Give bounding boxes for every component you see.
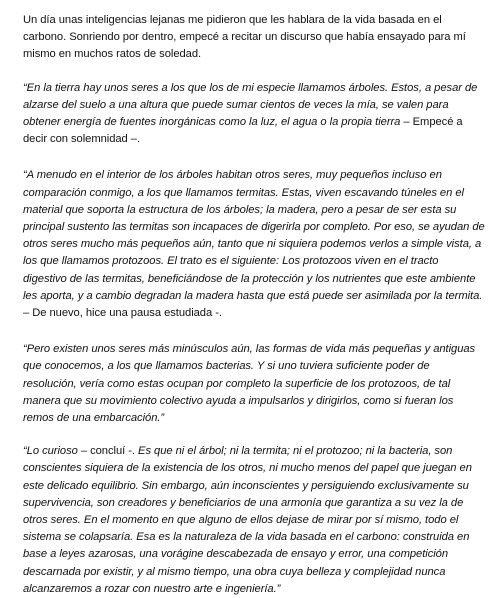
speech-text: “Pero existen unos seres más minúsculos aún, las formas de vida más pequeñas y antiguas que conocemos, a los que llamamos bacterias. Y si uno tuviera suficiente poder de resolución, vería como estas ocupan por completo la superficie de los protozoos, de tal manera que su movimiento colectivo ayuda a impulsarlos y dirigirlos, como si fueran los remos de una embarcación.” <box>23 343 476 425</box>
document-page <box>23 12 485 598</box>
speech-text: Es que ni el árbol; ni la termita; ni el protozoo; ni la bacteria, son conscientes siquiera de la existencia de los otros, ni mucho menos del papel que juegan en este delicado equilibrio. Sin embargo, aún inconscientes y persiguiendo exclusivamente su supervivencia, son creadores y beneficiarios de una armonía que garantiza a su vez la de otros seres. En el momento en que alguno de ellos dejase de mirar por sí mismo, todo el sistema se colapsaría. Esa es la naturaleza de la vida basada en el carbono: construida en base a leyes azarosas, una vorágine descabezada de ensayo y error, una competición descarnada por existir, y al mismo tiempo, una obra cuya belleza y complejidad nunca alcanzaremos a rozar con nuestro arte e ingeniería.” <box>23 445 472 595</box>
paragraph-termites <box>23 167 485 322</box>
paragraph-text: Un día unas inteligencias lejanas me pidieron que les hablara de la vida basada en el carbono. Sonriendo por dentro, empecé a recitar un discurso que había ensayado para mí mismo en muchos ratos de soledad. <box>23 14 466 61</box>
paragraph-conclusion <box>23 443 485 598</box>
speech-text: “En la tierra hay unos seres a los que los de mi especie llamamos árboles. Estos, a pesar de alzarse del suelo a una altura que puede sumar cientos de veces la mía, se valen para obtener energía de fuentes inorgánicas como la luz, el agua o la propia tierra <box>23 81 478 129</box>
narration-text: – De nuevo, hice una pausa estudiada -. <box>23 307 222 320</box>
narration-text: – concluí -. <box>77 445 139 458</box>
narration-text: – Empecé a decir con solemnidad –. <box>23 116 463 146</box>
paragraph-trees <box>23 80 485 149</box>
speech-text: “Lo curioso <box>23 445 78 458</box>
paragraph-bacteria <box>23 341 485 427</box>
speech-text: “A menudo en el interior de los árboles habitan otros seres, muy pequeños incluso en comparación conmigo, a los que llamamos termitas. Estas, viven escavando túneles en el material que soporta la estructura de los árboles; la madera, pero a pesar de ser esta su principal sustento las termitas son incapaces de digerirla por completo. Por eso, se ayudan de otros seres mucho más pequeños aún, tanto que ni siquiera podemos verlos a simple vista, a los que llamamos protozoos. El trato es el siguiente: Los protozoos viven en el tracto digestivo de las termitas, beneficiándose de la protección y los nutrientes que este ambiente les aporta, y a cambio degradan la madera hasta que está puede ser asimilada por la termita. <box>23 169 485 302</box>
paragraph-intro <box>23 12 485 64</box>
